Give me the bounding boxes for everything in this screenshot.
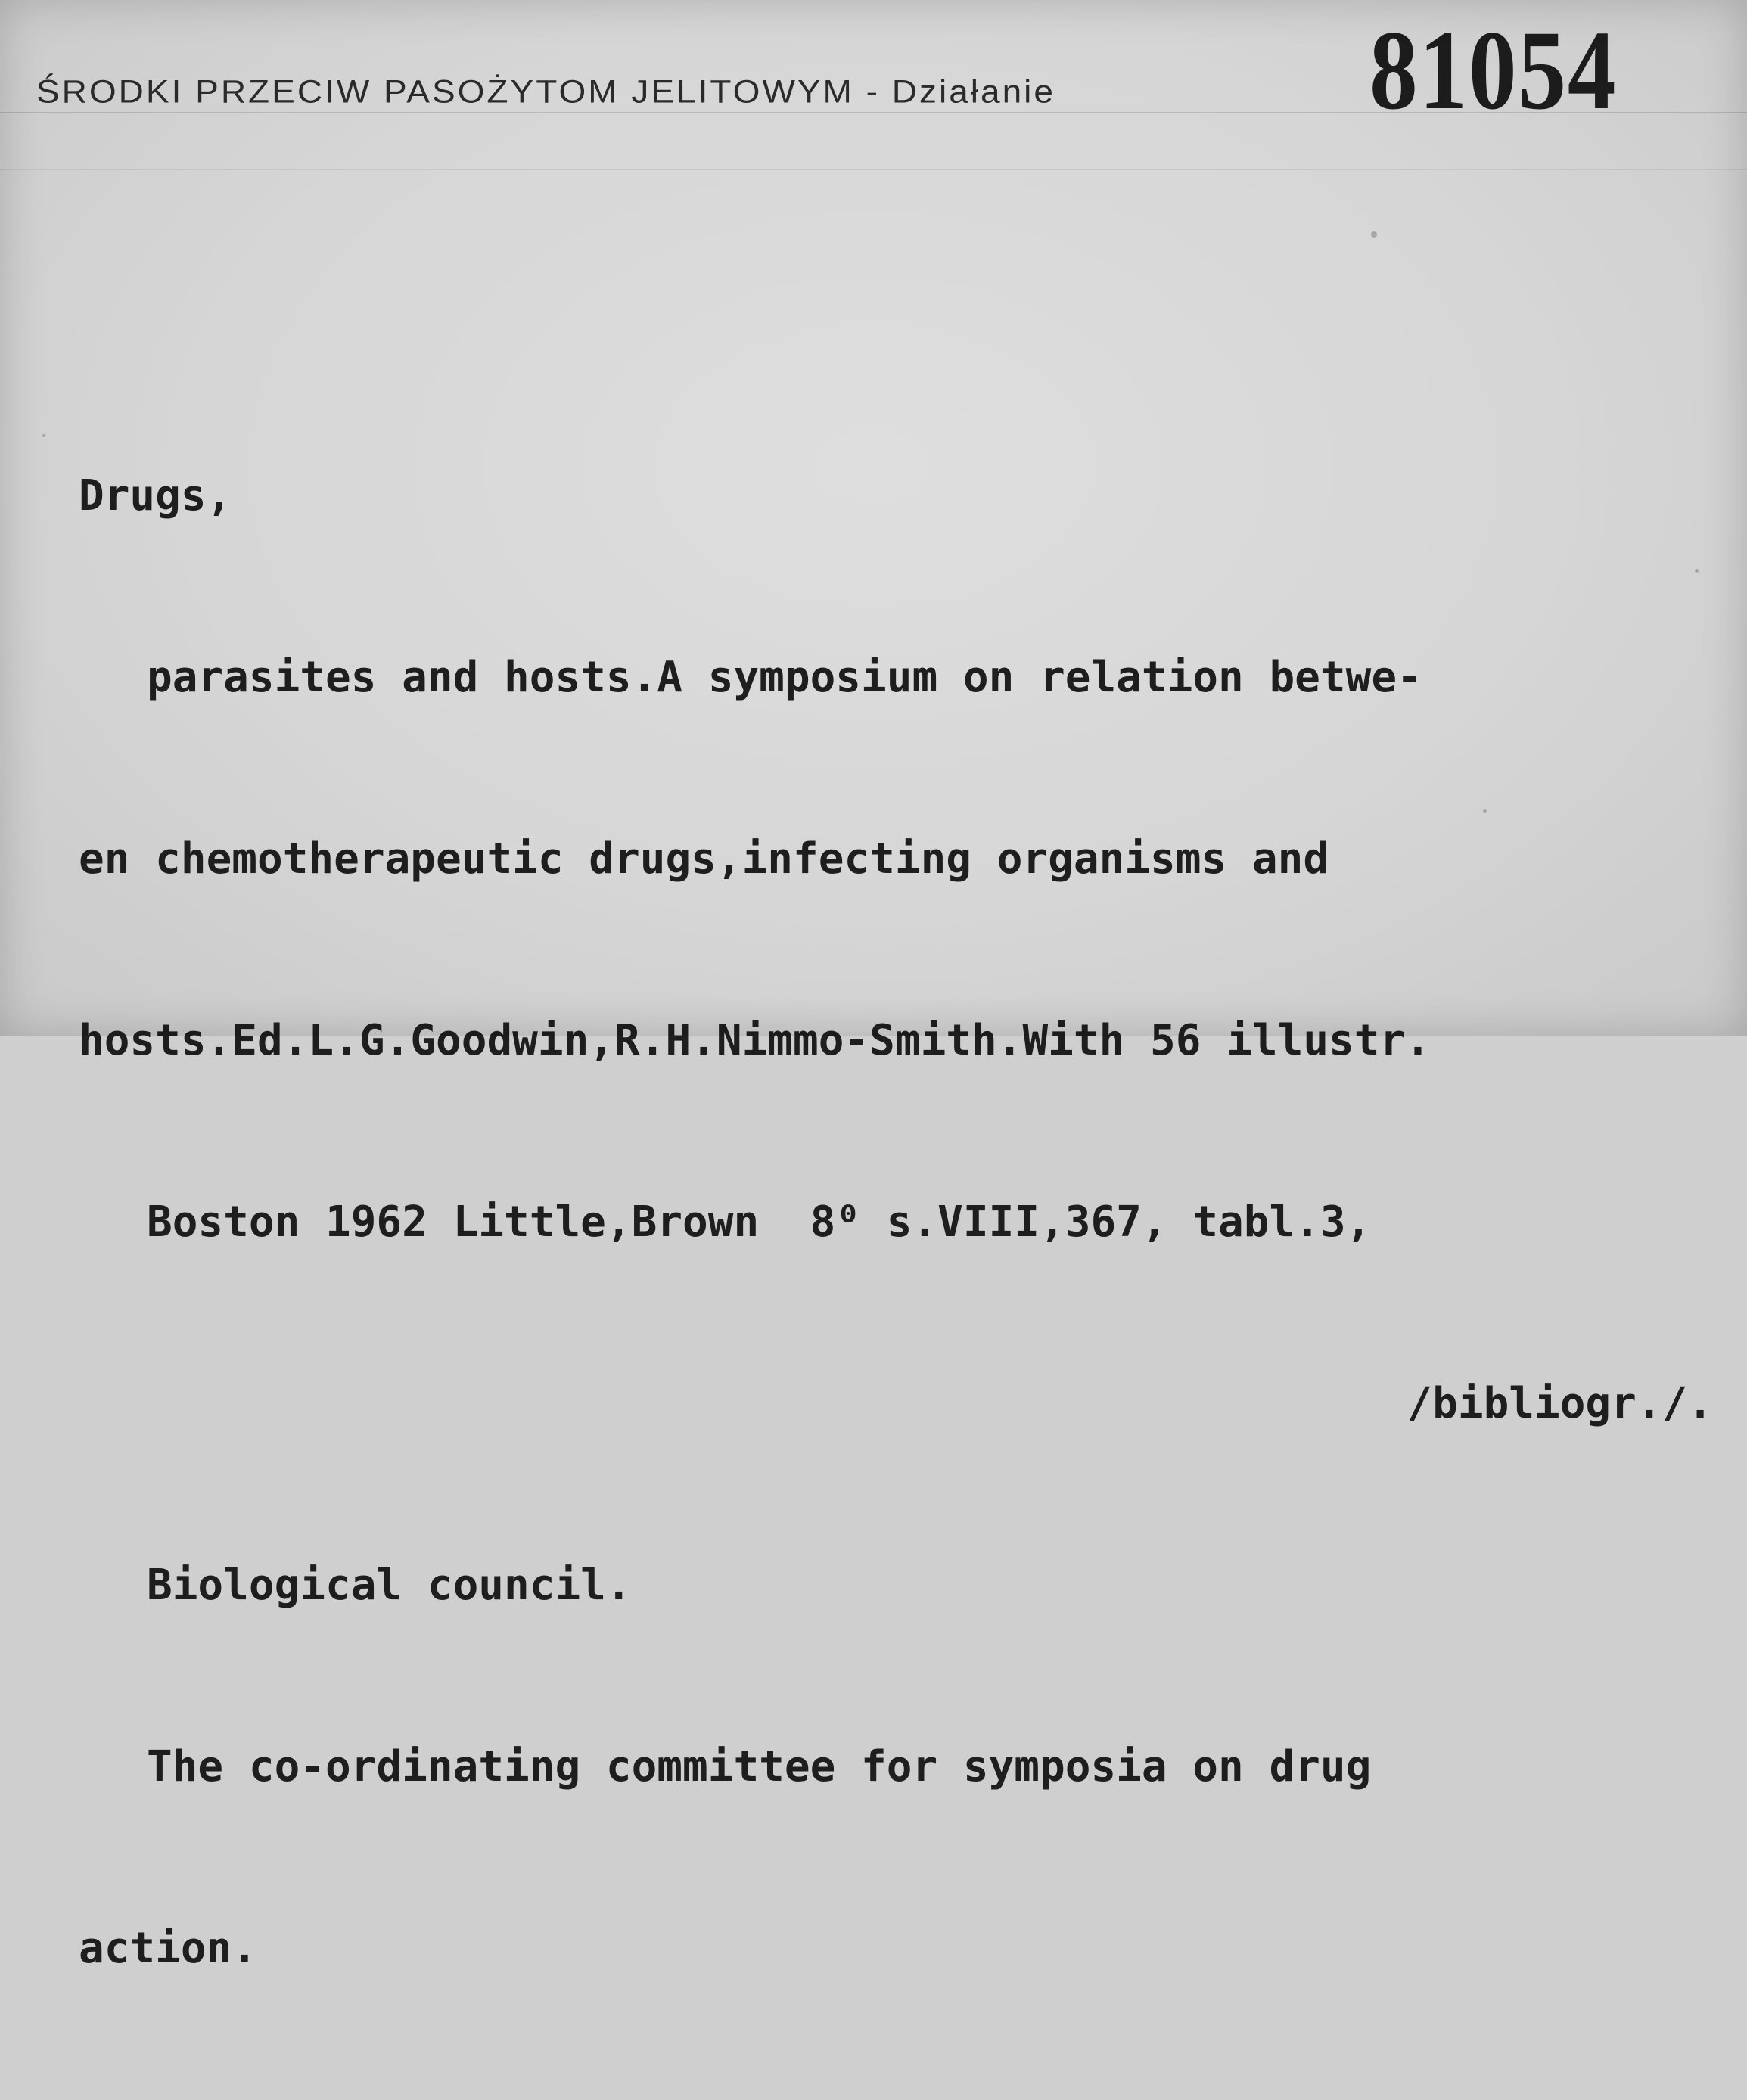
imprint-line: Boston 1962 Little,Brown 8⁰ s.VIII,367, tabl.3, (147, 1198, 1372, 1247)
entry-line: en chemotherapeutic drugs,infecting organisms and (79, 834, 1329, 884)
entry-line: The co-ordinating committee for symposia on drug (147, 1742, 1372, 1791)
entry-text (79, 345, 1713, 2100)
entry-line: parasites and hosts.A symposium on relation betwe- (147, 653, 1422, 702)
dust-speck (1695, 569, 1699, 573)
bibliography-note: /bibliogr./. (1407, 1379, 1713, 1428)
header-rule-faint (0, 169, 1747, 170)
entry-title: Drugs, (79, 471, 232, 520)
dust-speck (42, 434, 45, 437)
call-number: 81054 (1369, 8, 1618, 133)
subject-heading: ŚRODKI PRZECIW PASOŻYTOM JELITOWYM - Działanie (36, 73, 1055, 110)
corporate-author: Biological council. (147, 1561, 632, 1610)
dust-speck (1483, 809, 1487, 813)
entry-line: action. (79, 1924, 258, 1973)
entry-line: hosts.Ed.L.G.Goodwin,R.H.Nimmo-Smith.With 56 illustr. (79, 1016, 1431, 1065)
dust-speck (1371, 231, 1377, 238)
